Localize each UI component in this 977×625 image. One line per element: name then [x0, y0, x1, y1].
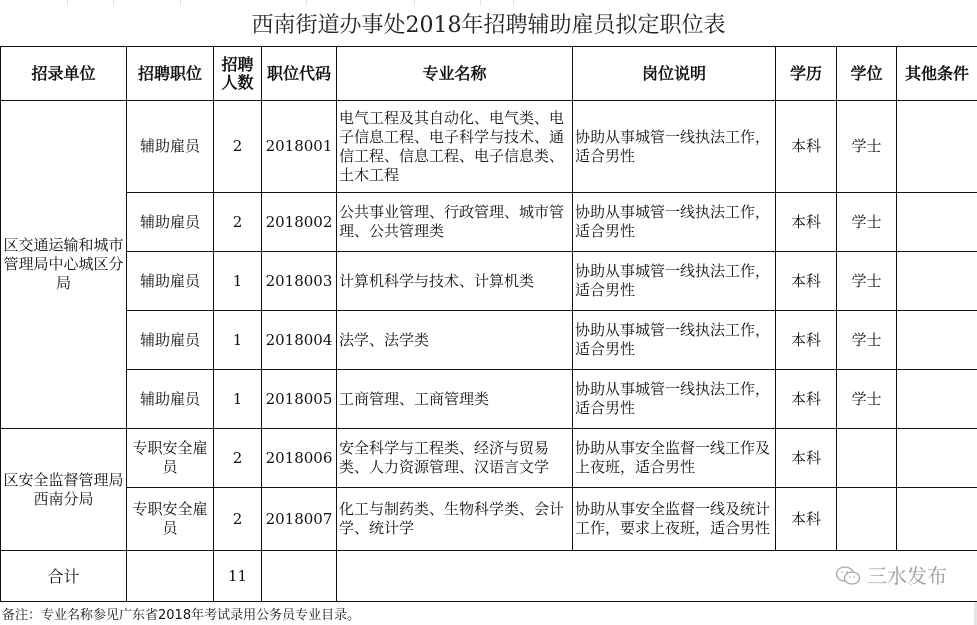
major-cell: 工商管理、工商管理类 — [337, 370, 573, 429]
gridline — [306, 0, 307, 6]
table-row — [1, 488, 977, 551]
gridline — [113, 0, 114, 6]
position-cell: 辅助雇员 — [127, 101, 214, 193]
major-cell: 化工与制药类、生物科学类、会计学、统计学 — [337, 488, 573, 551]
description-cell: 协助从事安全监督一线工作及上夜班，适合男性 — [573, 429, 776, 488]
code-cell: 2018005 — [262, 370, 337, 429]
position-cell: 专职安全雇员 — [127, 488, 214, 551]
table-row — [1, 252, 977, 311]
header-unit: 招录单位 — [1, 47, 127, 101]
table-row — [1, 101, 977, 193]
table-row — [1, 429, 977, 488]
positions-table — [0, 46, 977, 602]
degree-cell: 学士 — [837, 252, 897, 311]
code-cell: 2018007 — [262, 488, 337, 551]
total-label: 合计 — [1, 551, 127, 602]
total-count: 11 — [214, 551, 262, 602]
gridline — [480, 0, 481, 6]
major-cell: 法学、法学类 — [337, 311, 573, 370]
header-count — [214, 47, 262, 101]
description-cell: 协助从事城管一线执法工作，适合男性 — [573, 193, 776, 252]
header-count-line1: 招聘 — [221, 54, 254, 74]
header-description: 岗位说明 — [573, 47, 776, 101]
code-cell: 2018004 — [262, 311, 337, 370]
description-cell: 协助从事城管一线执法工作，适合男性 — [573, 311, 776, 370]
gridline — [67, 0, 68, 6]
gridline — [180, 0, 181, 6]
table-header-row — [1, 47, 977, 101]
other-cell — [897, 193, 977, 252]
position-cell: 辅助雇员 — [127, 311, 214, 370]
gridline — [414, 0, 415, 6]
position-cell: 专职安全雇员 — [127, 429, 214, 488]
count-cell: 1 — [214, 370, 262, 429]
position-cell: 辅助雇员 — [127, 252, 214, 311]
unit-cell: 区安全监督管理局西南分局 — [1, 429, 127, 551]
header-major: 专业名称 — [337, 47, 573, 101]
header-other: 其他条件 — [897, 47, 977, 101]
wechat-icon — [835, 565, 861, 587]
description-cell: 协助从事城管一线执法工作，适合男性 — [573, 370, 776, 429]
degree-cell — [837, 429, 897, 488]
code-cell: 2018001 — [262, 101, 337, 193]
major-cell: 安全科学与工程类、经济与贸易类、人力资源管理、汉语言文学 — [337, 429, 573, 488]
description-cell: 协助从事城管一线执法工作，适合男性 — [573, 252, 776, 311]
title-row — [0, 0, 977, 47]
degree-cell: 学士 — [837, 370, 897, 429]
other-cell — [897, 429, 977, 488]
count-cell: 1 — [214, 311, 262, 370]
description-cell: 协助从事城管一线执法工作，适合男性 — [573, 101, 776, 193]
degree-cell: 学士 — [837, 311, 897, 370]
header-degree: 学位 — [837, 47, 897, 101]
count-cell: 2 — [214, 101, 262, 193]
other-cell — [897, 101, 977, 193]
footnote: 备注：专业名称参见广东省2018年考试录用公务员专业目录。 — [2, 608, 361, 623]
education-cell: 本科 — [776, 370, 837, 429]
table-row — [1, 311, 977, 370]
total-position-empty — [127, 551, 214, 602]
header-code: 职位代码 — [262, 47, 337, 101]
position-cell: 辅助雇员 — [127, 370, 214, 429]
count-cell: 2 — [214, 429, 262, 488]
header-education: 学历 — [776, 47, 837, 101]
count-cell: 1 — [214, 252, 262, 311]
page-title: 西南街道办事处2018年招聘辅助雇员拟定职位表 — [251, 12, 726, 38]
total-row — [1, 551, 977, 602]
watermark-text: 三水发布 — [867, 563, 947, 588]
total-code-empty — [262, 551, 337, 602]
degree-cell — [837, 488, 897, 551]
position-cell: 辅助雇员 — [127, 193, 214, 252]
total-merged-cell — [337, 551, 977, 602]
count-cell: 2 — [214, 488, 262, 551]
code-cell: 2018003 — [262, 252, 337, 311]
education-cell: 本科 — [776, 252, 837, 311]
other-cell — [897, 311, 977, 370]
other-cell — [897, 488, 977, 551]
table-row — [1, 193, 977, 252]
major-cell: 电气工程及其自动化、电气类、电子信息工程、电子科学与技术、通信工程、信息工程、电子信息类、土木工程 — [337, 101, 573, 193]
code-cell: 2018002 — [262, 193, 337, 252]
description-cell: 协助从事安全监督一线及统计工作，要求上夜班，适合男性 — [573, 488, 776, 551]
code-cell: 2018006 — [262, 429, 337, 488]
count-cell: 2 — [214, 193, 262, 252]
header-count-line2: 人数 — [221, 72, 254, 92]
other-cell — [897, 370, 977, 429]
table-row — [1, 370, 977, 429]
major-cell: 公共事业管理、行政管理、城市管理、公共管理类 — [337, 193, 573, 252]
degree-cell: 学士 — [837, 101, 897, 193]
education-cell: 本科 — [776, 429, 837, 488]
degree-cell: 学士 — [837, 193, 897, 252]
gridline — [513, 0, 514, 6]
watermark — [835, 565, 947, 587]
unit-cell: 区交通运输和城市管理局中心城区分局 — [1, 101, 127, 429]
education-cell: 本科 — [776, 101, 837, 193]
other-cell — [897, 252, 977, 311]
education-cell: 本科 — [776, 193, 837, 252]
education-cell: 本科 — [776, 311, 837, 370]
header-position: 招聘职位 — [127, 47, 214, 101]
education-cell: 本科 — [776, 488, 837, 551]
major-cell: 计算机科学与技术、计算机类 — [337, 252, 573, 311]
